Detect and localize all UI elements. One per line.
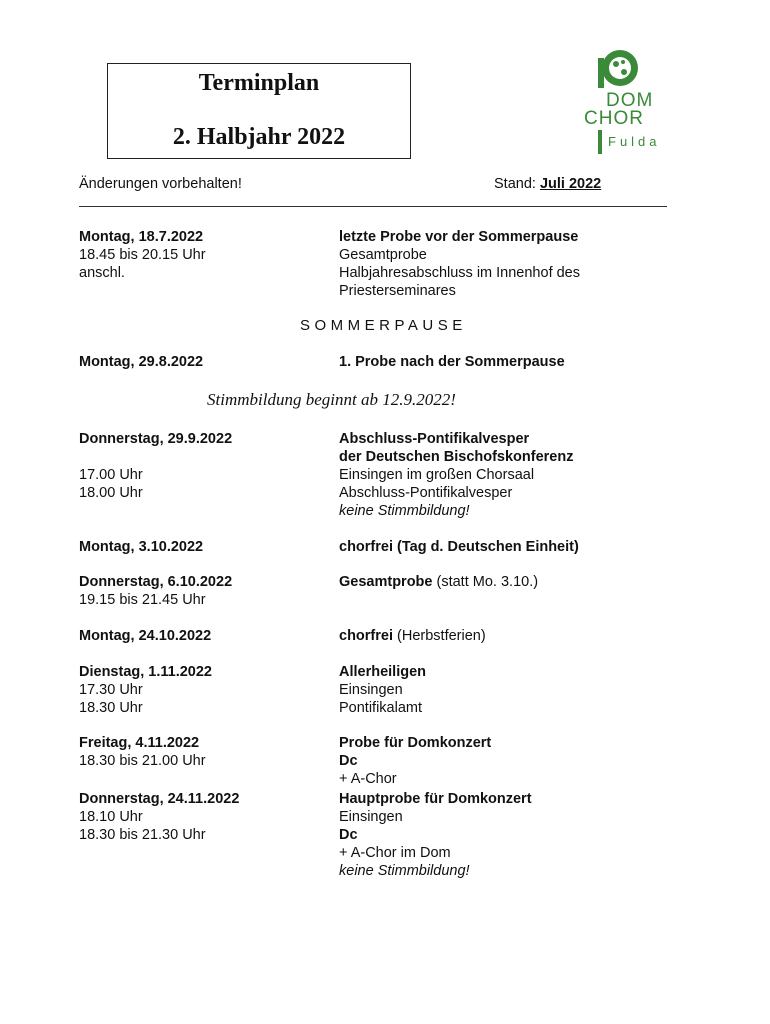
event-time: 18.10 Uhr: [79, 809, 143, 825]
event-date: Dienstag, 1.11.2022: [79, 664, 212, 680]
event-title: Abschluss-Pontifikalvesper: [339, 431, 530, 447]
sommerpause-heading: SOMMERPAUSE: [300, 317, 467, 334]
event-6-date: Montag, 24.10.2022: [79, 628, 212, 644]
event-detail-line: [339, 752, 491, 788]
event-date: Donnerstag, 6.10.2022: [79, 574, 233, 590]
event-detail: Pontifikalamt: [339, 700, 423, 716]
logo-word-fulda: Fulda: [608, 134, 661, 149]
event-title: Allerheiligen: [339, 664, 427, 680]
event-detail-rest: + A-Chor: [339, 771, 397, 787]
domchor-logo: [578, 48, 678, 158]
event-time: 17.30 Uhr: [79, 682, 143, 698]
event-1-right: [339, 228, 580, 300]
event-date: Montag, 18.7.2022: [79, 229, 204, 245]
event-detail: Einsingen im großen Chorsaal: [339, 467, 535, 483]
logo-word-chor: CHOR: [584, 108, 644, 129]
event-detail-bold: Dc: [339, 827, 358, 843]
event-title: chorfrei: [339, 628, 393, 644]
event-title-suffix: (Herbstferien): [393, 628, 486, 644]
event-5-right: [339, 573, 538, 591]
event-8-left: [79, 734, 206, 770]
logo-word-dom: DOM: [606, 90, 654, 111]
event-time: 18.45 bis 20.15 Uhr: [79, 247, 206, 263]
event-3-right: [339, 430, 573, 520]
event-time: 18.30 Uhr: [79, 700, 143, 716]
stand-label: Stand:: [494, 176, 536, 192]
divider: [79, 206, 667, 207]
event-time: 19.15 bis 21.45 Uhr: [79, 592, 206, 608]
event-2-title: 1. Probe nach der Sommerpause: [339, 354, 565, 370]
stand-value: Juli 2022: [539, 176, 602, 192]
event-6-right: [339, 627, 486, 645]
event-detail: Einsingen: [339, 682, 403, 698]
event-2-date: Montag, 29.8.2022: [79, 354, 204, 370]
event-title: Gesamtprobe: [339, 574, 433, 590]
event-date: Freitag, 4.11.2022: [79, 735, 200, 751]
page-title: Terminplan: [198, 70, 320, 96]
stand-line: [494, 175, 601, 193]
event-time: 17.00 Uhr: [79, 467, 143, 483]
event-time: 18.30 bis 21.30 Uhr: [79, 827, 206, 843]
event-title: Hauptprobe für Domkonzert: [339, 791, 532, 807]
event-7-right: [339, 663, 426, 717]
event-4-title: chorfrei (Tag d. Deutschen Einheit): [339, 539, 579, 555]
event-date: Donnerstag, 24.11.2022: [79, 791, 240, 807]
event-9-right: [339, 790, 532, 880]
changes-note: Änderungen vorbehalten!: [79, 176, 242, 192]
event-4-date: Montag, 3.10.2022: [79, 539, 204, 555]
event-7-left: [79, 663, 212, 717]
event-detail: Einsingen: [339, 809, 403, 825]
page-subtitle: 2. Halbjahr 2022: [172, 124, 346, 150]
event-3-date: Donnerstag, 29.9.2022: [79, 431, 233, 447]
event-note: keine Stimmbildung!: [339, 863, 470, 879]
event-detail: Abschluss-Pontifikalvesper: [339, 485, 513, 501]
event-detail-rest: + A-Chor im Dom: [339, 845, 451, 861]
event-3-times: [79, 466, 143, 502]
event-8-right: [339, 734, 491, 788]
event-detail-line: [339, 826, 532, 862]
event-detail: Gesamtprobe: [339, 247, 427, 263]
event-1-left: [79, 228, 206, 282]
event-time: 18.00 Uhr: [79, 485, 143, 501]
event-time: 18.30 bis 21.00 Uhr: [79, 753, 206, 769]
event-title-2: der Deutschen Bischofskonferenz: [339, 449, 574, 465]
event-detail: Priesterseminares: [339, 283, 456, 299]
event-5-left: [79, 573, 232, 609]
stimmbildung-note: Stimmbildung beginnt ab 12.9.2022!: [207, 390, 456, 409]
event-title: Probe für Domkonzert: [339, 735, 492, 751]
event-9-left: [79, 790, 239, 844]
event-title: letzte Probe vor der Sommerpause: [339, 229, 579, 245]
event-note: keine Stimmbildung!: [339, 503, 470, 519]
title-box: [107, 63, 411, 159]
event-time: anschl.: [79, 265, 125, 281]
event-detail-bold: Dc: [339, 753, 358, 769]
event-detail: Halbjahresabschluss im Innenhof des: [339, 265, 580, 281]
event-title-suffix: (statt Mo. 3.10.): [432, 574, 539, 590]
